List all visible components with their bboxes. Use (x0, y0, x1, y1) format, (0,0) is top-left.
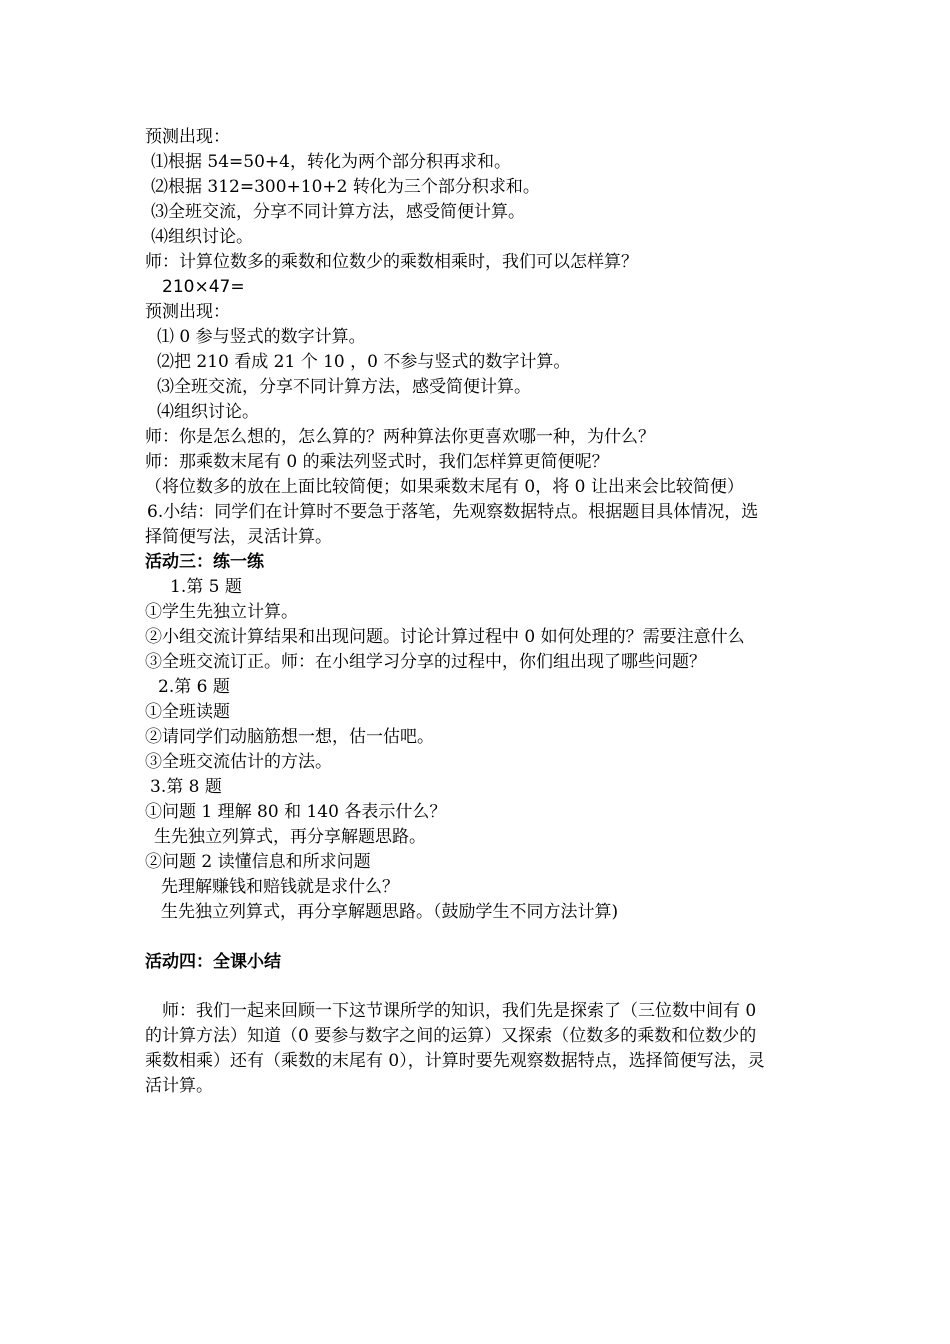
text-line: ⑷组织讨论。 (157, 402, 259, 422)
section-heading-activity-4: 活动四：全课小结 (145, 952, 281, 972)
text-line: ⑵根据 312=300+10+2 转化为三个部分积求和。 (151, 177, 540, 197)
text-line: ②请同学们动脑筋想一想，估一估吧。 (145, 727, 434, 747)
text-line: 生先独立列算式，再分享解题思路。 (154, 827, 426, 847)
summary-line: 6.小结：同学们在计算时不要急于落笔，先观察数据特点。根据题目具体情况，选 (147, 502, 759, 522)
text-line: ②小组交流计算结果和出现问题。讨论计算过程中 0 如何处理的？需要注意什么 (145, 627, 745, 647)
text-line: ②问题 2 读懂信息和所求问题 (145, 852, 371, 872)
closing-paragraph-line: 师：我们一起来回顾一下这节课所学的知识，我们先是探索了（三位数中间有 0 (162, 1001, 757, 1021)
text-line: ⑴ 0 参与竖式的数字计算。 (157, 327, 366, 347)
closing-paragraph-line: 乘数相乘）还有（乘数的末尾有 0），计算时要先观察数据特点，选择简便写法，灵 (145, 1051, 765, 1071)
exercise-heading: 3.第 8 题 (150, 777, 222, 797)
text-line: 预测出现： (145, 302, 230, 322)
teacher-question: 师：计算位数多的乘数和位数少的乘数相乘时，我们可以怎样算？ (145, 252, 638, 272)
text-line: ③全班交流估计的方法。 (145, 752, 332, 772)
text-line: ①学生先独立计算。 (145, 602, 298, 622)
summary-line: 择简便写法，灵活计算。 (145, 527, 332, 547)
exercise-heading: 1.第 5 题 (170, 577, 242, 597)
closing-paragraph-line: 活计算。 (145, 1076, 213, 1096)
text-line: ⑴根据 54=50+4，转化为两个部分积再求和。 (151, 152, 511, 172)
teacher-question: 师：你是怎么想的，怎么算的？两种算法你更喜欢哪一种，为什么？ (145, 427, 655, 447)
exercise-heading: 2.第 6 题 (158, 677, 230, 697)
text-line: ⑵把 210 看成 21 个 10 ，0 不参与竖式的数字计算。 (157, 352, 571, 372)
text-line: 生先独立列算式，再分享解题思路。（鼓励学生不同方法计算) (161, 902, 619, 922)
text-line: 预测出现： (145, 127, 230, 147)
text-line: ①全班读题 (145, 702, 230, 722)
text-line: ③全班交流订正。师：在小组学习分享的过程中，你们组出现了哪些问题？ (145, 652, 706, 672)
text-line: ⑷组织讨论。 (151, 227, 253, 247)
text-line: ⑶全班交流，分享不同计算方法，感受简便计算。 (157, 377, 531, 397)
text-line: ①问题 1 理解 80 和 140 各表示什么？ (145, 802, 447, 822)
equation: 210×47= (162, 277, 245, 297)
text-line: （将位数多的放在上面比较简便；如果乘数末尾有 0，将 0 让出来会比较简便） (145, 477, 744, 497)
text-line: 先理解赚钱和赔钱就是求什么？ (161, 877, 399, 897)
teacher-question: 师：那乘数末尾有 0 的乘法列竖式时，我们怎样算更简便呢？ (145, 452, 609, 472)
text-line: ⑶全班交流，分享不同计算方法，感受简便计算。 (151, 202, 525, 222)
closing-paragraph-line: 的计算方法）知道（0 要参与数字之间的运算）又探索（位数多的乘数和位数少的 (145, 1026, 757, 1046)
section-heading-activity-3: 活动三：练一练 (145, 552, 264, 572)
